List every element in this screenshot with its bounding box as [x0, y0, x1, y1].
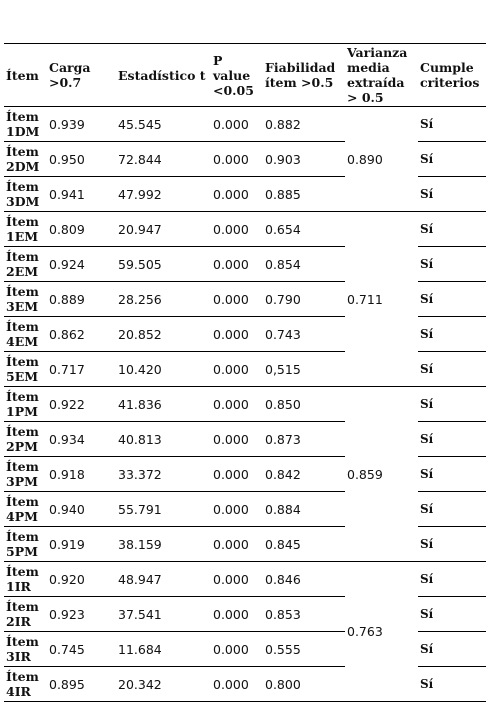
cell-pvalue: 0.000: [211, 352, 263, 387]
cell-item: Ítem 2IR: [4, 597, 47, 632]
table-row: [4, 107, 486, 142]
cell-cumple: Sí: [418, 212, 486, 247]
table-row: [4, 212, 486, 247]
cell-item: Ítem 1DM: [4, 107, 47, 142]
cell-cumple: Sí: [418, 492, 486, 527]
cell-item: Ítem 5EM: [4, 352, 47, 387]
cell-fiabilidad: 0.846: [263, 562, 345, 597]
cell-pvalue: 0.000: [211, 212, 263, 247]
cell-estadistico: 28.256: [116, 282, 211, 317]
cell-pvalue: 0.000: [211, 282, 263, 317]
cell-item: Ítem 1EM: [4, 212, 47, 247]
table-row: [4, 387, 486, 422]
cell-fiabilidad: 0.873: [263, 422, 345, 457]
cell-item: Ítem 3DM: [4, 177, 47, 212]
cell-estadistico: 72.844: [116, 142, 211, 177]
cell-cumple: Sí: [418, 632, 486, 667]
cell-pvalue: 0.000: [211, 492, 263, 527]
cell-estadistico: 55.791: [116, 492, 211, 527]
cell-estadistico: 11.684: [116, 632, 211, 667]
cell-estadistico: 20.342: [116, 667, 211, 702]
cell-item: Ítem 4IR: [4, 667, 47, 702]
cell-varianza: 0.763: [345, 562, 418, 702]
header-pvalue: P value <0.05: [211, 44, 263, 107]
cell-estadistico: 33.372: [116, 457, 211, 492]
cell-carga: 0.940: [47, 492, 116, 527]
cell-estadistico: 38.159: [116, 527, 211, 562]
cell-fiabilidad: 0.884: [263, 492, 345, 527]
cell-fiabilidad: 0.854: [263, 247, 345, 282]
cell-item: Ítem 2PM: [4, 422, 47, 457]
header-row: [4, 44, 486, 107]
cell-pvalue: 0.000: [211, 177, 263, 212]
cell-pvalue: 0.000: [211, 527, 263, 562]
header-cumple: Cumple criterios: [418, 44, 486, 107]
cell-pvalue: 0.000: [211, 387, 263, 422]
cell-carga: 0.862: [47, 317, 116, 352]
table-body: [4, 107, 486, 702]
cell-carga: 0.924: [47, 247, 116, 282]
cell-cumple: Sí: [418, 457, 486, 492]
cell-carga: 0.745: [47, 632, 116, 667]
cell-estadistico: 48.947: [116, 562, 211, 597]
cell-cumple: Sí: [418, 387, 486, 422]
header-fiabilidad: Fiabilidad ítem >0.5: [263, 44, 345, 107]
cell-item: Ítem 4PM: [4, 492, 47, 527]
table-row: [4, 562, 486, 597]
header-varianza: Varianza media extraída > 0.5: [345, 44, 418, 107]
cell-carga: 0.895: [47, 667, 116, 702]
cell-pvalue: 0.000: [211, 142, 263, 177]
cell-fiabilidad: 0.903: [263, 142, 345, 177]
cell-item: Ítem 1PM: [4, 387, 47, 422]
cell-carga: 0.717: [47, 352, 116, 387]
header-estadistico: Estadístico t: [116, 44, 211, 107]
cell-item: Ítem 4EM: [4, 317, 47, 352]
cell-cumple: Sí: [418, 352, 486, 387]
cell-estadistico: 41.836: [116, 387, 211, 422]
cell-cumple: Sí: [418, 142, 486, 177]
cell-pvalue: 0.000: [211, 422, 263, 457]
cell-cumple: Sí: [418, 597, 486, 632]
cell-carga: 0.939: [47, 107, 116, 142]
cell-pvalue: 0.000: [211, 247, 263, 282]
cell-item: Ítem 2DM: [4, 142, 47, 177]
cell-cumple: Sí: [418, 177, 486, 212]
cell-carga: 0.809: [47, 212, 116, 247]
cell-estadistico: 40.813: [116, 422, 211, 457]
cell-carga: 0.941: [47, 177, 116, 212]
cell-fiabilidad: 0.654: [263, 212, 345, 247]
cell-varianza: 0.711: [345, 212, 418, 387]
cell-pvalue: 0.000: [211, 597, 263, 632]
cell-carga: 0.919: [47, 527, 116, 562]
cell-carga: 0.923: [47, 597, 116, 632]
cell-varianza: 0.859: [345, 387, 418, 562]
cell-fiabilidad: 0.800: [263, 667, 345, 702]
cell-item: Ítem 3IR: [4, 632, 47, 667]
table-header: [4, 44, 486, 107]
cell-cumple: Sí: [418, 667, 486, 702]
cell-fiabilidad: 0.845: [263, 527, 345, 562]
cell-varianza: 0.890: [345, 107, 418, 212]
header-item: Ítem: [4, 44, 47, 107]
cell-cumple: Sí: [418, 317, 486, 352]
cell-fiabilidad: 0.790: [263, 282, 345, 317]
cell-item: Ítem 3PM: [4, 457, 47, 492]
cell-estadistico: 37.541: [116, 597, 211, 632]
cell-pvalue: 0.000: [211, 317, 263, 352]
cell-fiabilidad: 0.882: [263, 107, 345, 142]
cell-fiabilidad: 0,515: [263, 352, 345, 387]
cell-cumple: Sí: [418, 282, 486, 317]
cell-fiabilidad: 0.743: [263, 317, 345, 352]
cell-item: Ítem 2EM: [4, 247, 47, 282]
cell-cumple: Sí: [418, 107, 486, 142]
cell-estadistico: 10.420: [116, 352, 211, 387]
cell-item: Ítem 1IR: [4, 562, 47, 597]
cell-carga: 0.950: [47, 142, 116, 177]
cell-estadistico: 20.947: [116, 212, 211, 247]
cell-estadistico: 45.545: [116, 107, 211, 142]
cell-fiabilidad: 0.555: [263, 632, 345, 667]
cell-carga: 0.918: [47, 457, 116, 492]
cell-cumple: Sí: [418, 422, 486, 457]
cell-estadistico: 20.852: [116, 317, 211, 352]
header-carga: Carga >0.7: [47, 44, 116, 107]
cell-fiabilidad: 0.853: [263, 597, 345, 632]
cell-item: Ítem 5PM: [4, 527, 47, 562]
cell-carga: 0.934: [47, 422, 116, 457]
cell-carga: 0.889: [47, 282, 116, 317]
cell-pvalue: 0.000: [211, 632, 263, 667]
validity-table: [4, 43, 486, 702]
cell-fiabilidad: 0.885: [263, 177, 345, 212]
cell-cumple: Sí: [418, 562, 486, 597]
cell-cumple: Sí: [418, 527, 486, 562]
cell-fiabilidad: 0.842: [263, 457, 345, 492]
cell-pvalue: 0.000: [211, 457, 263, 492]
cell-cumple: Sí: [418, 247, 486, 282]
cell-pvalue: 0.000: [211, 667, 263, 702]
cell-item: Ítem 3EM: [4, 282, 47, 317]
cell-pvalue: 0.000: [211, 107, 263, 142]
cell-carga: 0.920: [47, 562, 116, 597]
cell-pvalue: 0.000: [211, 562, 263, 597]
cell-fiabilidad: 0.850: [263, 387, 345, 422]
cell-carga: 0.922: [47, 387, 116, 422]
cell-estadistico: 59.505: [116, 247, 211, 282]
cell-estadistico: 47.992: [116, 177, 211, 212]
